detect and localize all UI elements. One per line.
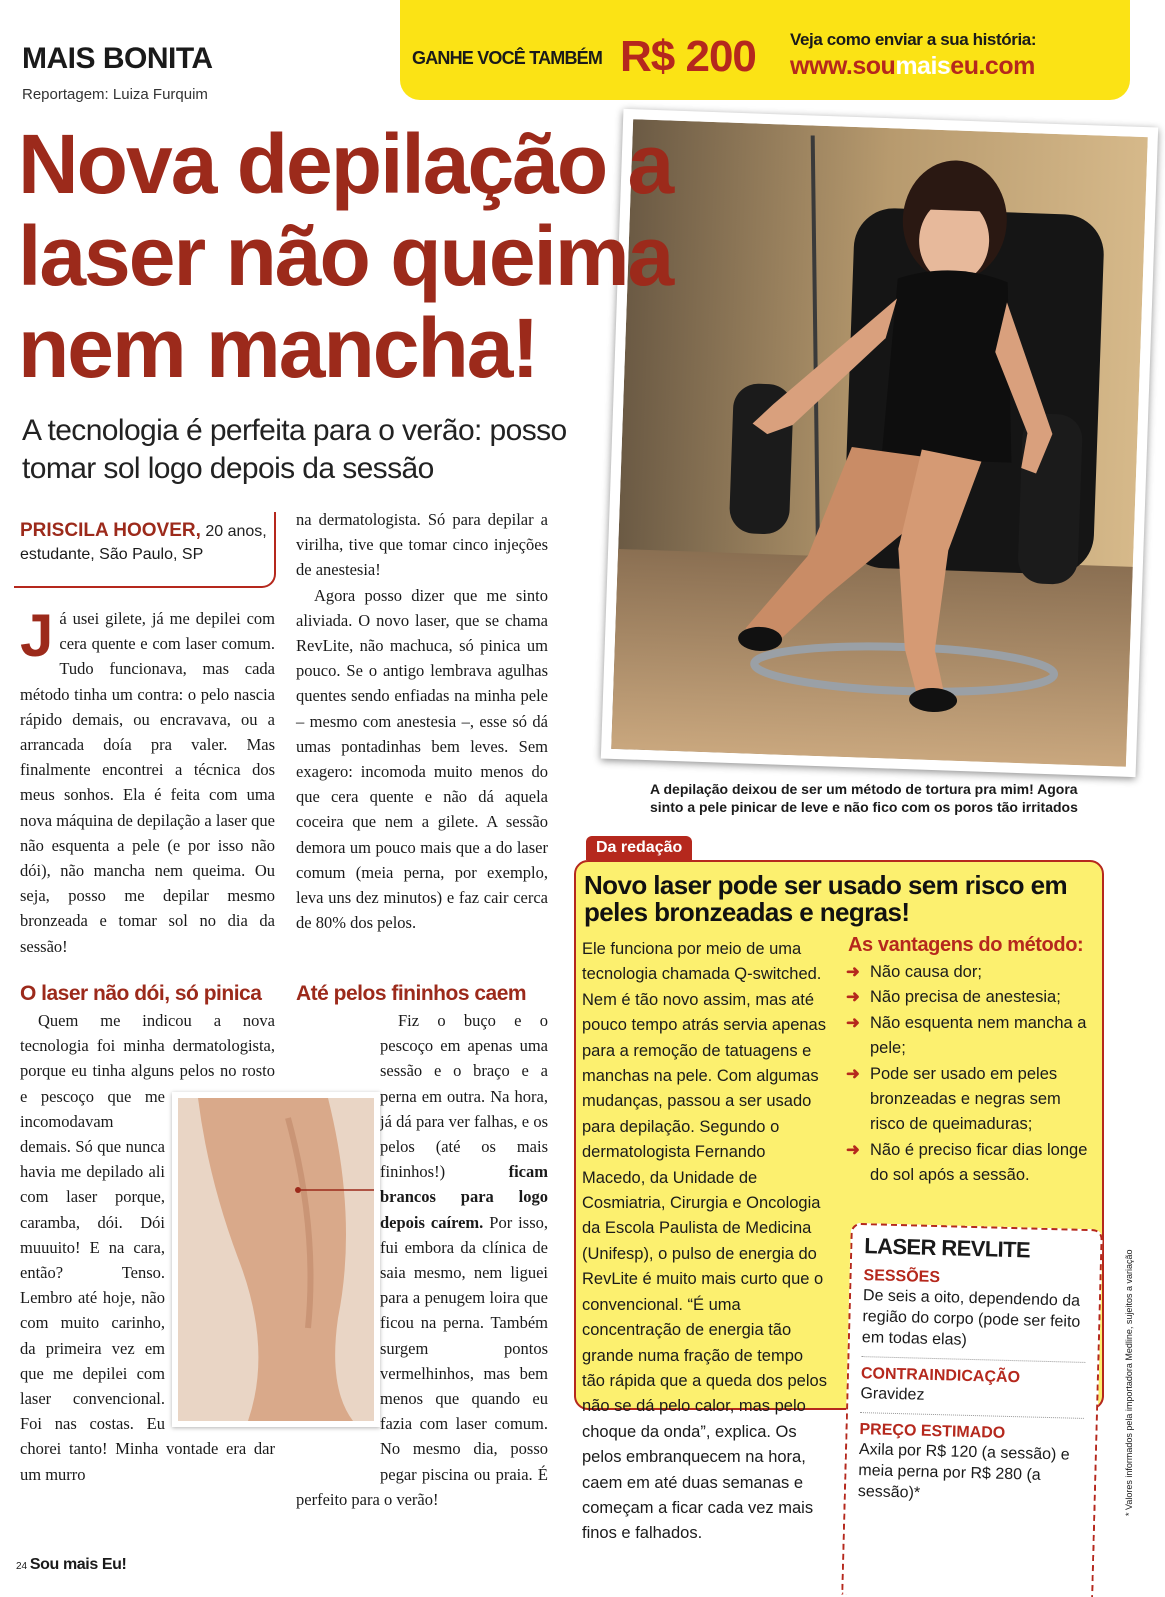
section-title: MAIS BONITA (22, 42, 213, 75)
promo-send-text: Veja como enviar a sua história: (790, 30, 1037, 49)
advantages-title: As vantagens do método: (848, 934, 1084, 956)
arrow-right-icon: ➜ (846, 988, 860, 1007)
article-col2-intro (296, 507, 548, 935)
footer (16, 1556, 126, 1574)
subheadline: A tecnologia é perfeita para o verão: posso tomar sol logo depois da sessão (22, 414, 567, 485)
contraindication-value: Gravidez (860, 1385, 925, 1404)
divider (860, 1412, 1084, 1419)
info-card-title: LASER REVLITE (863, 1233, 1031, 1263)
promo-cta: GANHE VOCÊ TAMBÉM (412, 48, 603, 68)
magazine-name: Sou mais Eu! (29, 1556, 127, 1573)
article-col2-text-a: Fiz o buço e o pescoço em apenas uma sessão e o braço e a perna em outra. Na hora, já dá para ver falhas, e os pelos (até os mais fininhos!) (380, 1011, 548, 1182)
promo-url-post: eu.com (950, 52, 1035, 80)
sessions-value: De seis a oito, dependendo da região do corpo (pode ser feito em todas elas) (861, 1287, 1081, 1349)
redacao-tab: Da redação (586, 836, 692, 860)
contraindication-label: CONTRAINDICAÇÃO (860, 1365, 1021, 1387)
subject-age: 20 anos, (205, 523, 267, 540)
info-card (841, 1223, 1103, 1597)
article-paragraph: Agora posso dizer que me sinto aliviada. O novo laser, que se chama RevLite, não machuca, só pinica um pouco. Se o antigo lembrava agulhas quentes sendo enfiadas na minha pele – mesmo com anestesia –, esse só dá umas pontadinhas bem leves. Sem exagero: incomoda muito menos do que cera quente e não dá aquela coceira que nem a gilete. A sessão demora um pouco mais que a do laser comum (meia perna, por exemplo, leva uns dez minutos) e faz cair cerca de 80% dos pelos. (296, 585, 548, 933)
list-item (846, 1011, 1096, 1062)
promo-url-highlight: mais (895, 52, 951, 80)
promo-amount: R$ 200 (620, 32, 756, 81)
redacao-body: Ele funciona por meio de uma tecnologia chamada Q-switched. Nem é tão novo assim, mas até pouco tempo atrás servia apenas para a remoção de tatuagens e manchas na pele. Com algumas mudanças, passou a ser usado para depilação. Segundo o dermatologista Fernando Macedo, da Unidade de Cosmiatria, Cirurgia e Oncologia da Escola Paulista de Medicina (Unifesp), o pulso de energia do RevLite é muito mais curto que o convencional. “É uma concentração de energia tão grande numa fração de tempo tão rápida que a queda dos pelos não se dá pelo calor, mas pelo choque da onda”, explica. Os pelos embranquecem na hora, caem em até duas semanas e começam a ficar cada vez mais finos e falhados. (582, 940, 827, 1543)
price-footnote: * Valores informados pela importadora Medline, sujeitos a variação (1124, 1249, 1134, 1516)
subject-box (14, 512, 276, 588)
arrow-right-icon: ➜ (846, 1140, 860, 1159)
list-item (846, 985, 1096, 1010)
redacao-title: Novo laser pode ser usado sem risco em peles bronzeadas e negras! (584, 870, 1067, 927)
headline: Nova depilação a laser não queima nem mancha! (18, 117, 673, 395)
article-col2-bold: ficam brancos para logo depois caírem. (380, 1162, 548, 1232)
leg-closeup-illustration (178, 1098, 374, 1421)
article-paragraph: na dermatologista. Só para depilar a virilha, tive que tomar cinco injeções de anestesia! (296, 510, 548, 580)
arrow-right-icon: ➜ (846, 963, 860, 981)
advantage-text: Não esquenta nem mancha a pele; (870, 1013, 1087, 1058)
advantage-text: Não causa dor; (870, 963, 982, 981)
article-col1-intro (20, 602, 275, 959)
price-value: Axila por R$ 120 (a sessão) e meia perna por R$ 280 (a sessão)* (857, 1441, 1070, 1502)
article-col1-intro-text: á usei gilete, já me depilei com cera quente e com laser comum. Tudo funcionava, mas cada método tinha um contra: o pelo nascia rápido demais, ou encravava, ou a arrancada doía pra valer. Mas finalmente encontrei a técnica dos meus sonhos. Ela é feita com uma nova máquina de depilação a laser que não esquenta a pele (e por isso não dói), não mancha nem queima. Ou seja, posso me depilar mesmo bronzeada e tomar sol no dia da sessão! (20, 609, 275, 956)
article-col2-text-b: Por isso, fui embora da clínica de saia mesmo, nem liguei para a penugem loira que ficou na perna. Também surgem pontos vermelhinhos, mas bem menos que quando eu fazia com laser comum. No mesmo dia, posso pegar piscina ou praia. É perfeito para o verão! (296, 1212, 548, 1509)
photo-caption: A depilação deixou de ser um método de tortura pra mim! Agora sinto a pele pinicar de leve e não fico com os poros tão irritados (650, 781, 1078, 815)
drop-cap: J (20, 602, 54, 669)
arrow-right-icon: ➜ (846, 1064, 860, 1083)
list-item (846, 1138, 1096, 1189)
list-item (846, 960, 1096, 985)
arrow-right-icon: ➜ (846, 1013, 860, 1032)
byline: Reportagem: Luiza Furquim (22, 86, 208, 103)
leg-photo (172, 1092, 380, 1427)
subject-detail: estudante, São Paulo, SP (20, 546, 204, 563)
promo-url-link[interactable] (790, 52, 1035, 81)
list-item (846, 1062, 1096, 1138)
promo-url-pre: www.sou (790, 52, 896, 80)
article-col1-part2-text: Quem me indicou a nova tecnologia foi minha dermatologista, porque eu tinha alguns pelos no rosto e pescoço que me incomodavam demais. Só que nunca havia me depilado ali com laser porque, caramba, dói. Dói muuuito! E na cara, então? Tenso. Lembro até hoje, não com muito carinho, da primeira vez em que me depilei com laser convencional. Foi nas costas. Eu chorei tanto! Minha vontade era dar um murro (20, 1011, 275, 1484)
page-number: 24 (16, 1561, 28, 1572)
subject-line (20, 520, 268, 542)
sessions-label: SESSÕES (863, 1267, 941, 1287)
advantage-text: Não precisa de anestesia; (870, 988, 1061, 1007)
price-label: PREÇO ESTIMADO (859, 1421, 1006, 1442)
subject-name: PRISCILA HOOVER, (20, 520, 201, 541)
subtitle-laser-nao-doi: O laser não dói, só pinica (20, 982, 262, 1005)
advantage-text: Não é preciso ficar dias longe do sol após a sessão. (870, 1140, 1088, 1185)
advantages-list (846, 960, 1096, 1189)
subtitle-pelos-fininhos: Até pelos fininhos caem (296, 982, 527, 1005)
divider (861, 1356, 1085, 1363)
promo-banner (400, 0, 1130, 100)
advantage-text: Pode ser usado em peles bronzeadas e negras sem risco de queimaduras; (870, 1064, 1061, 1134)
